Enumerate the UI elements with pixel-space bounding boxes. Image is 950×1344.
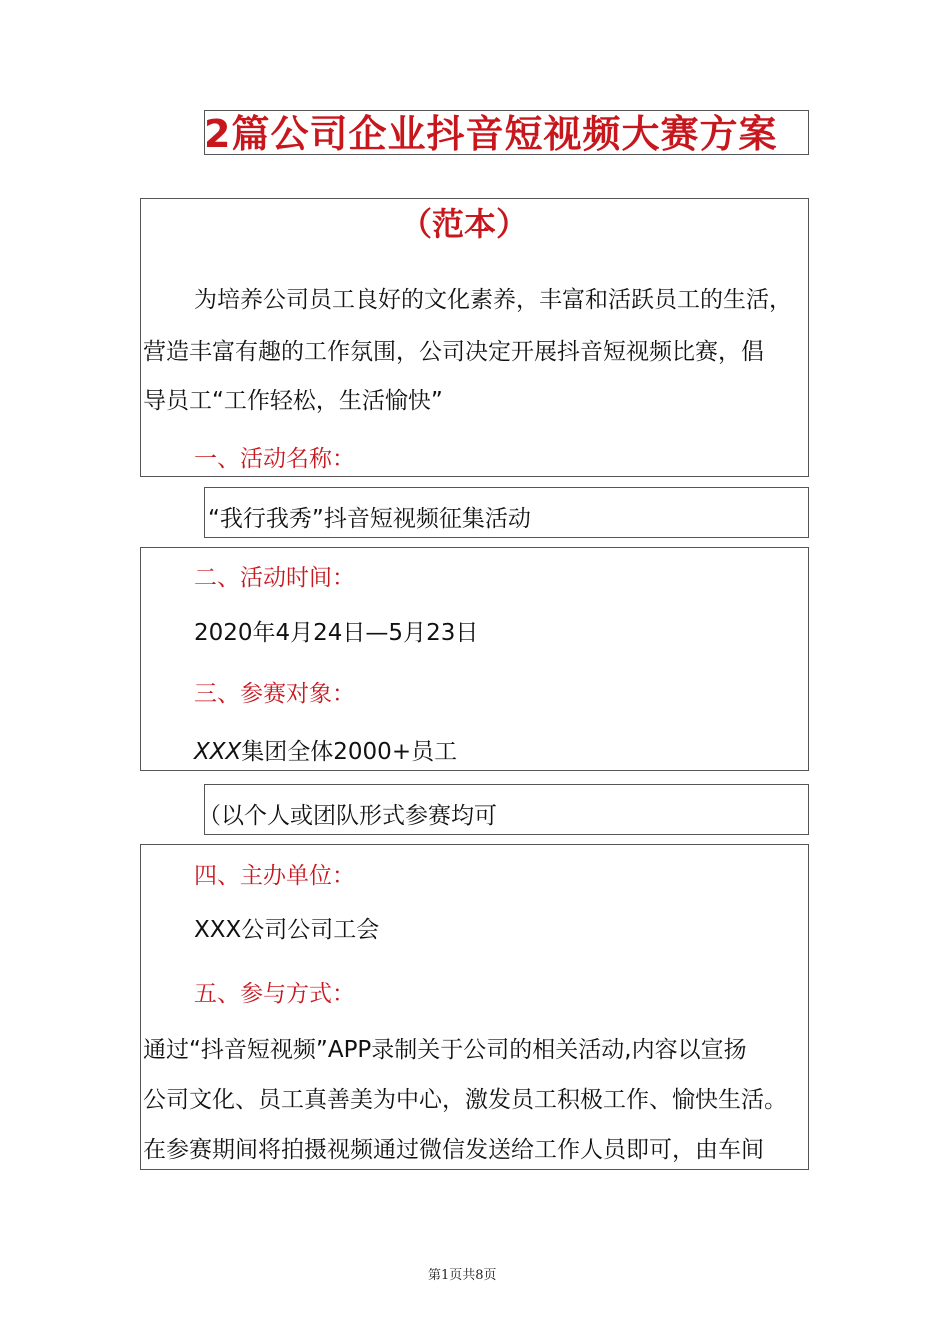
target-note: （以个人或团队形式参赛均可 bbox=[198, 803, 497, 829]
target-value bbox=[194, 737, 457, 767]
host-value: XXX公司公司工会 bbox=[194, 917, 380, 943]
intro-line-3: 导员工“工作轻松，生活愉快” bbox=[143, 388, 443, 414]
target-value-rest: 集团全体2000+员工 bbox=[241, 739, 458, 765]
activity-name-value: “我行我秀”抖音短视频征集活动 bbox=[208, 506, 531, 532]
document-title: 2篇公司企业抖音短视频大赛方案 bbox=[204, 112, 778, 156]
section-heading-time: 二、活动时间： bbox=[194, 565, 355, 591]
document-subtitle: （范本） bbox=[400, 205, 529, 243]
section-heading-host: 四、主办单位： bbox=[194, 863, 355, 889]
intro-line-2: 营造丰富有趣的工作氛围，公司决定开展抖音短视频比赛，倡 bbox=[143, 339, 764, 365]
method-line-2: 公司文化、员工真善美为中心，激发员工积极工作、愉快生活。 bbox=[143, 1087, 787, 1113]
section-heading-method: 五、参与方式： bbox=[194, 981, 355, 1007]
activity-time-value: 2020年4月24日—5月23日 bbox=[194, 620, 479, 646]
intro-line-1: 为培养公司员工良好的文化素养，丰富和活跃员工的生活， bbox=[194, 287, 792, 313]
method-line-3: 在参赛期间将拍摄视频通过微信发送给工作人员即可，由车间 bbox=[143, 1137, 764, 1163]
method-line-1: 通过“抖音短视频”APP录制关于公司的相关活动,内容以宣扬 bbox=[143, 1037, 747, 1063]
target-value-prefix: XXX bbox=[194, 739, 242, 765]
section-heading-name: 一、活动名称： bbox=[194, 446, 355, 472]
page-footer: 第1页共8页 bbox=[428, 1268, 497, 1283]
section-heading-target: 三、参赛对象： bbox=[194, 681, 355, 707]
